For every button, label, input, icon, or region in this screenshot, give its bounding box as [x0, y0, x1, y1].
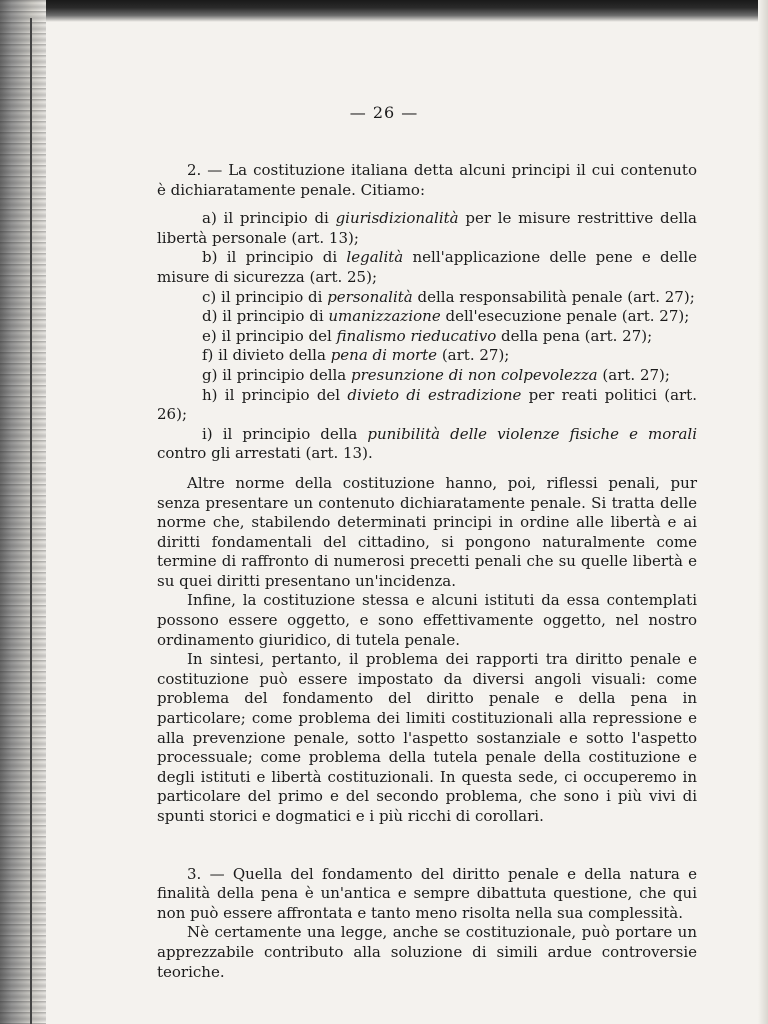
principle-item: d) il principio di umanizzazione dell'esecuzione penale (art. 27);	[202, 307, 690, 326]
book-binding-edge	[0, 0, 46, 1024]
paragraph-sintesi: In sintesi, pertanto, il problema dei rapporti tra diritto penale e costituzione può essere impostato da diversi angoli visuali: come problema del fondamento del diritto penale e della pena in particolare; come problema dei limiti costituzionali alla repressione e alla prevenzione penale, sotto l'aspetto sostanziale e sotto l'aspetto processuale; come problema della tutela penale della costituzione e degli istituti e libertà costituzionali. In questa sede, ci occuperemo in particolare del primo e del secondo problema, che sono i più vivi di spunti storici e dogmatici e i più ricchi di corollari.	[157, 650, 697, 825]
binding-line	[30, 18, 32, 1024]
page-body	[157, 161, 697, 982]
section-3-intro: 3. — Quella del fondamento del diritto penale e della natura e finalità della pena è un'antica e sempre dibattuta questione, che qui non può essere affrontata e tanto meno risolta nella sua complessità.	[157, 864, 697, 922]
principle-item: g) il principio della presunzione di non colpevolezza (art. 27);	[202, 365, 670, 384]
principle-item: e) il principio del finalismo rieducativo della pena (art. 27);	[202, 326, 653, 345]
principle-item: h) il principio del divieto di estradizione per reati politici (art. 26);	[157, 385, 697, 424]
page-number: — 26 —	[349, 103, 419, 122]
paragraph-riflessi-penali: Altre norme della costituzione hanno, poi, riflessi penali, pur senza presentare un contenuto dichiaratamente penale. Si tratta delle norme che, stabilendo determinati principi in ordine alle libertà e ai diritti fondamentali del cittadino, si pongono naturalmente come termine di raffronto di numerosi precetti penali che su quelle libertà e su quei diritti presentano un'incidenza.	[157, 473, 697, 590]
principle-item: f) il divieto della pena di morte (art. 27);	[202, 346, 510, 365]
principle-item: b) il principio di legalità nell'applicazione delle pene e delle misure di sicurezza (art. 25);	[157, 248, 697, 286]
scan-top-edge	[0, 0, 768, 22]
principle-item: c) il principio di personalità della responsabilità penale (art. 27);	[202, 287, 695, 306]
principle-item: a) il principio di giurisdizionalità per le misure restrittive della libertà personale (art. 13);	[157, 209, 697, 247]
paragraph-legge-costituzionale: Nè certamente una legge, anche se costituzionale, può portare un apprezzabile contributo alla soluzione di simili ardue controversie teoriche.	[157, 923, 697, 981]
section-2-intro: 2. — La costituzione italiana detta alcuni principi il cui contenuto è dichiaratamente penale. Citiamo:	[157, 161, 697, 199]
principles-list	[157, 209, 697, 464]
paragraph-tutela-penale: Infine, la costituzione stessa e alcuni istituti da essa contemplati possono essere oggetto, e sono effettivamente oggetto, nel nostro ordinamento giuridico, di tutela penale.	[157, 591, 697, 649]
scan-right-edge	[758, 0, 768, 1024]
principle-item: i) il principio della punibilità delle violenze fisiche e morali contro gli arrestati (art. 13).	[157, 424, 697, 463]
